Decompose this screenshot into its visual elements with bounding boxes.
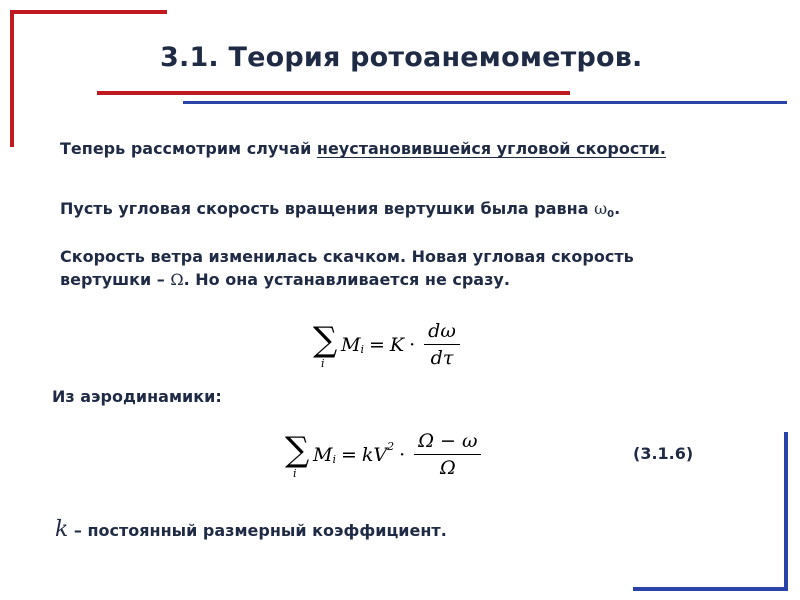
multiply-dot: · (409, 333, 416, 356)
title-underline-red (97, 91, 570, 95)
moment-subscript: i (332, 453, 336, 466)
inertia-coefficient: K (389, 333, 405, 356)
relative-speed-fraction (414, 430, 481, 479)
sum-index: i (321, 356, 325, 370)
fraction-denominator: Ω (439, 457, 456, 479)
sum-sign (285, 431, 313, 479)
wind-change-prefix: вертушки – (60, 270, 171, 289)
heading-aerodynamics: Из аэродинамики: (52, 387, 222, 406)
fraction-numerator: dω (424, 320, 460, 345)
moment-symbol: M (341, 333, 361, 356)
frame-red-top (10, 10, 167, 14)
footnote-text: – постоянный размерный коэффициент. (68, 521, 447, 540)
moment-symbol: M (313, 443, 333, 466)
sigma-glyph: ∑ (285, 429, 310, 470)
paragraph-wind-change (60, 245, 634, 291)
fraction-denominator: dτ (430, 347, 454, 369)
underlined-phrase: неустановившейся угловой скорости. (316, 139, 666, 158)
title-underline-blue (183, 101, 787, 104)
paragraph-unsteady-prefix: Теперь рассмотрим случай (60, 139, 317, 158)
formula-aerodynamic-moment (285, 430, 485, 479)
formula-moment-balance (313, 320, 464, 369)
wind-change-line-2 (60, 268, 634, 291)
capital-omega-symbol: Ω (170, 270, 184, 289)
omega-symbol: ω (594, 199, 608, 218)
frame-blue-bottom (633, 587, 788, 591)
frame-red-left (10, 10, 14, 147)
footnote-coefficient (55, 517, 447, 542)
omega-subscript: 0 (607, 209, 615, 220)
frame-blue-right (784, 432, 788, 590)
paragraph-unsteady-case (60, 139, 666, 158)
derivative-fraction (424, 320, 460, 369)
equals-sign: = (369, 333, 385, 356)
power-superscript: 2 (387, 440, 395, 453)
equation-number: (3.1.6) (633, 444, 694, 463)
initial-speed-text: Пусть угловая скорость вращения вертушки была равна (60, 199, 595, 218)
paragraph-initial-speed (60, 199, 620, 218)
k-symbol: k (55, 517, 69, 542)
sum-sign (313, 321, 341, 369)
initial-speed-end: . (614, 199, 621, 218)
aero-coefficient: kV (361, 443, 388, 466)
multiply-dot: · (399, 443, 406, 466)
moment-subscript: i (360, 343, 364, 356)
page-title: 3.1. Теория ротоанемометров. (160, 42, 643, 73)
fraction-numerator: Ω − ω (414, 430, 481, 455)
sum-index: i (293, 466, 297, 480)
wind-change-suffix: . Но она устанавливается не сразу. (183, 270, 510, 289)
wind-change-line-1: Скорость ветра изменилась скачком. Новая угловая скорость (60, 247, 634, 266)
equals-sign: = (341, 443, 357, 466)
sigma-glyph: ∑ (313, 319, 338, 360)
